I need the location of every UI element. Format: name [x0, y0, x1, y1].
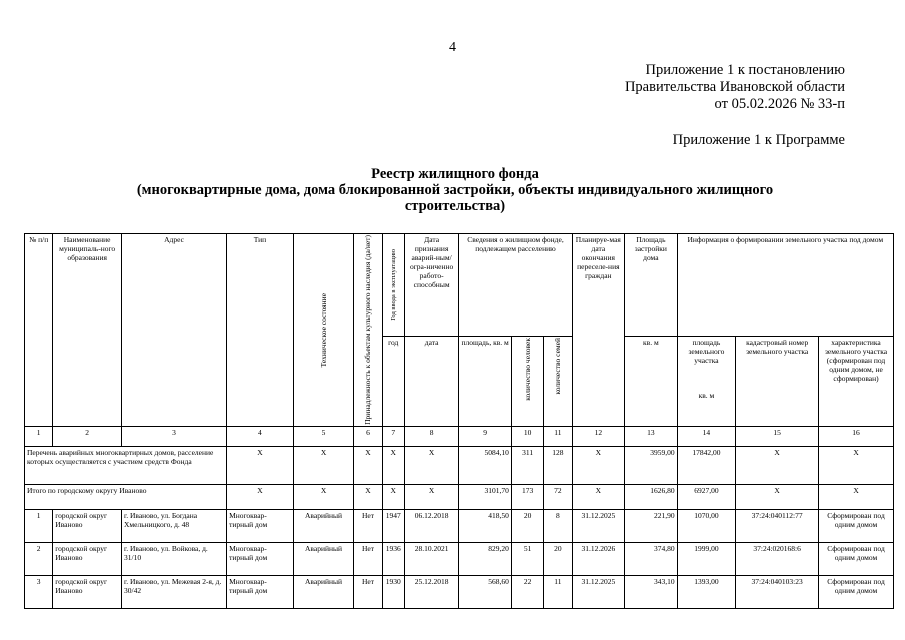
appendix-line-2: Правительства Ивановской области	[624, 79, 845, 95]
row-people: 22	[511, 575, 543, 608]
row-planned: 31.12.2025	[572, 575, 625, 608]
row-num: 1	[25, 509, 53, 542]
header-u-people-cell	[511, 336, 543, 426]
column-number: 11	[544, 426, 572, 446]
row-cadastral: 37:24:020168:6	[736, 542, 819, 575]
header-u-sqm2: кв. м	[698, 390, 715, 400]
header-address: Адрес	[121, 234, 226, 427]
header-emergency-date: Дата признания аварий-ным/огра-ниченно работо-способным	[404, 234, 459, 337]
page-number: 4	[449, 40, 456, 55]
summary-cell: Х	[227, 484, 294, 509]
row-address: г. Иваново, ул. Богдана Хмельницкого, д. 48	[121, 509, 226, 542]
title-line-1: Реестр жилищного фонда	[371, 166, 539, 182]
summary-families: 72	[544, 484, 572, 509]
row-families: 8	[544, 509, 572, 542]
summary-cell: Х	[382, 446, 404, 484]
header-type: Тип	[227, 234, 294, 427]
summary-cell: Х	[354, 484, 382, 509]
row-land-area: 1393,00	[677, 575, 736, 608]
header-num: № п/п	[25, 234, 53, 427]
header-u-sqm: кв. м	[625, 336, 678, 426]
column-number: 1	[25, 426, 53, 446]
column-number: 3	[121, 426, 226, 446]
table-row	[25, 542, 894, 575]
column-number: 16	[819, 426, 894, 446]
header-land-info: Информация о формировании земельного участка под домом	[677, 234, 893, 337]
header-planned-date: Планируе-мая дата окончания переселе-ния граждан	[572, 234, 625, 427]
column-number: 5	[293, 426, 354, 446]
header-municipality: Наименование муниципаль-ного образования	[53, 234, 122, 427]
column-number: 9	[459, 426, 512, 446]
summary-cell: Х	[736, 484, 819, 509]
row-land-char: Сформирован под одним домом	[819, 575, 894, 608]
summary-cell: Х	[382, 484, 404, 509]
row-year: 1947	[382, 509, 404, 542]
header-heritage-cell	[354, 234, 382, 427]
header-u-area: площадь, кв. м	[459, 336, 512, 426]
row-heritage: Нет	[354, 575, 382, 608]
row-municipality: городской округ Иваново	[53, 509, 122, 542]
program-appendix: Приложение 1 к Программе	[672, 132, 845, 148]
row-type: Многоквар-тирный дом	[227, 509, 294, 542]
summary-row-total	[25, 484, 894, 509]
summary-families: 128	[544, 446, 572, 484]
header-year-built: Год ввода в эксплуатацию	[389, 248, 397, 321]
header-u-people: количество человек	[523, 337, 533, 401]
summary-people: 173	[511, 484, 543, 509]
row-year: 1930	[382, 575, 404, 608]
row-type: Многоквар-тирный дом	[227, 542, 294, 575]
row-house-area: 343,10	[625, 575, 678, 608]
summary-people: 311	[511, 446, 543, 484]
header-u-families-cell	[544, 336, 572, 426]
appendix-header	[625, 62, 845, 113]
column-number: 10	[511, 426, 543, 446]
row-area: 829,20	[459, 542, 512, 575]
row-land-area: 1070,00	[677, 509, 736, 542]
row-num: 3	[25, 575, 53, 608]
row-state: Аварийный	[293, 509, 354, 542]
header-row-1	[25, 234, 894, 337]
summary-cell: Х	[293, 446, 354, 484]
header-house-area: Площадь застройки дома	[625, 234, 678, 337]
appendix-line-1: Приложение 1 к постановлению	[645, 62, 845, 78]
row-municipality: городской округ Иваново	[53, 542, 122, 575]
table-row	[25, 509, 894, 542]
header-heritage: Принадлежность к объектам культурного наследия (да/нет)	[363, 235, 373, 425]
row-heritage: Нет	[354, 542, 382, 575]
row-land-char: Сформирован под одним домом	[819, 509, 894, 542]
summary-land-area: 6927,00	[677, 484, 736, 509]
summary-area: 3101,70	[459, 484, 512, 509]
row-date: 28.10.2021	[404, 542, 459, 575]
row-house-area: 221,90	[625, 509, 678, 542]
summary-area: 5084,10	[459, 446, 512, 484]
row-heritage: Нет	[354, 509, 382, 542]
row-address: г. Иваново, ул. Межевая 2-я, д. 30/42	[121, 575, 226, 608]
summary-cell: Х	[572, 484, 625, 509]
header-tech-state-cell	[293, 234, 354, 427]
column-number: 13	[625, 426, 678, 446]
header-cadastral: кадастровый номер земельного участка	[736, 336, 819, 426]
summary-row-fund	[25, 446, 894, 484]
summary-land-area: 17842,00	[677, 446, 736, 484]
row-families: 20	[544, 542, 572, 575]
column-number: 8	[404, 426, 459, 446]
column-number: 14	[677, 426, 736, 446]
column-number: 4	[227, 426, 294, 446]
summary-cell: Х	[819, 446, 894, 484]
row-date: 06.12.2018	[404, 509, 459, 542]
row-year: 1936	[382, 542, 404, 575]
header-u-date: дата	[404, 336, 459, 426]
column-number: 12	[572, 426, 625, 446]
row-type: Многоквар-тирный дом	[227, 575, 294, 608]
summary-label: Перечень аварийных многоквартирных домов, расселение которых осуществляется с участием средств Фонда	[25, 446, 227, 484]
header-fund-info: Сведения о жилищном фонде, подлежащем расселению	[459, 234, 572, 337]
header-land-area	[677, 336, 736, 426]
title-line-2: (многоквартирные дома, дома блокированной застройки, объекты индивидуального жилищного	[136, 182, 774, 198]
row-area: 418,50	[459, 509, 512, 542]
row-land-area: 1999,00	[677, 542, 736, 575]
header-land-char: характеристика земельного участка (сформирован под одним домом, не сформирован)	[819, 336, 894, 426]
summary-house-area: 3959,00	[625, 446, 678, 484]
title-line-3: строительства)	[404, 198, 506, 214]
column-number: 2	[53, 426, 122, 446]
header-u-year: год	[382, 336, 404, 426]
header-year-cell	[382, 234, 404, 337]
column-number: 6	[354, 426, 382, 446]
row-people: 51	[511, 542, 543, 575]
summary-cell: Х	[572, 446, 625, 484]
column-number-row	[25, 426, 894, 446]
row-planned: 31.12.2025	[572, 509, 625, 542]
column-number: 7	[382, 426, 404, 446]
summary-cell: Х	[404, 446, 459, 484]
row-people: 20	[511, 509, 543, 542]
row-families: 11	[544, 575, 572, 608]
row-cadastral: 37:24:040112:77	[736, 509, 819, 542]
row-planned: 31.12.2026	[572, 542, 625, 575]
summary-cell: Х	[736, 446, 819, 484]
summary-label: Итого по городскому округу Иваново	[25, 484, 227, 509]
summary-house-area: 1626,80	[625, 484, 678, 509]
registry-table	[24, 233, 894, 609]
summary-cell: Х	[819, 484, 894, 509]
header-land-area-text: площадь земельного участка	[688, 337, 725, 365]
header-tech-state: Техническое состояние	[319, 292, 329, 368]
row-state: Аварийный	[293, 575, 354, 608]
row-state: Аварийный	[293, 542, 354, 575]
appendix-line-3: от 05.02.2026 № 33-п	[714, 96, 845, 112]
header-u-families: количество семей	[553, 337, 563, 395]
row-area: 568,60	[459, 575, 512, 608]
column-number: 15	[736, 426, 819, 446]
table-row	[25, 575, 894, 608]
row-municipality: городской округ Иваново	[53, 575, 122, 608]
summary-cell: Х	[404, 484, 459, 509]
summary-cell: Х	[227, 446, 294, 484]
row-cadastral: 37:24:040103:23	[736, 575, 819, 608]
summary-cell: Х	[354, 446, 382, 484]
row-date: 25.12.2018	[404, 575, 459, 608]
document-title	[110, 166, 800, 214]
row-num: 2	[25, 542, 53, 575]
row-house-area: 374,80	[625, 542, 678, 575]
row-land-char: Сформирован под одним домом	[819, 542, 894, 575]
summary-cell: Х	[293, 484, 354, 509]
row-address: г. Иваново, ул. Войкова, д. 31/10	[121, 542, 226, 575]
